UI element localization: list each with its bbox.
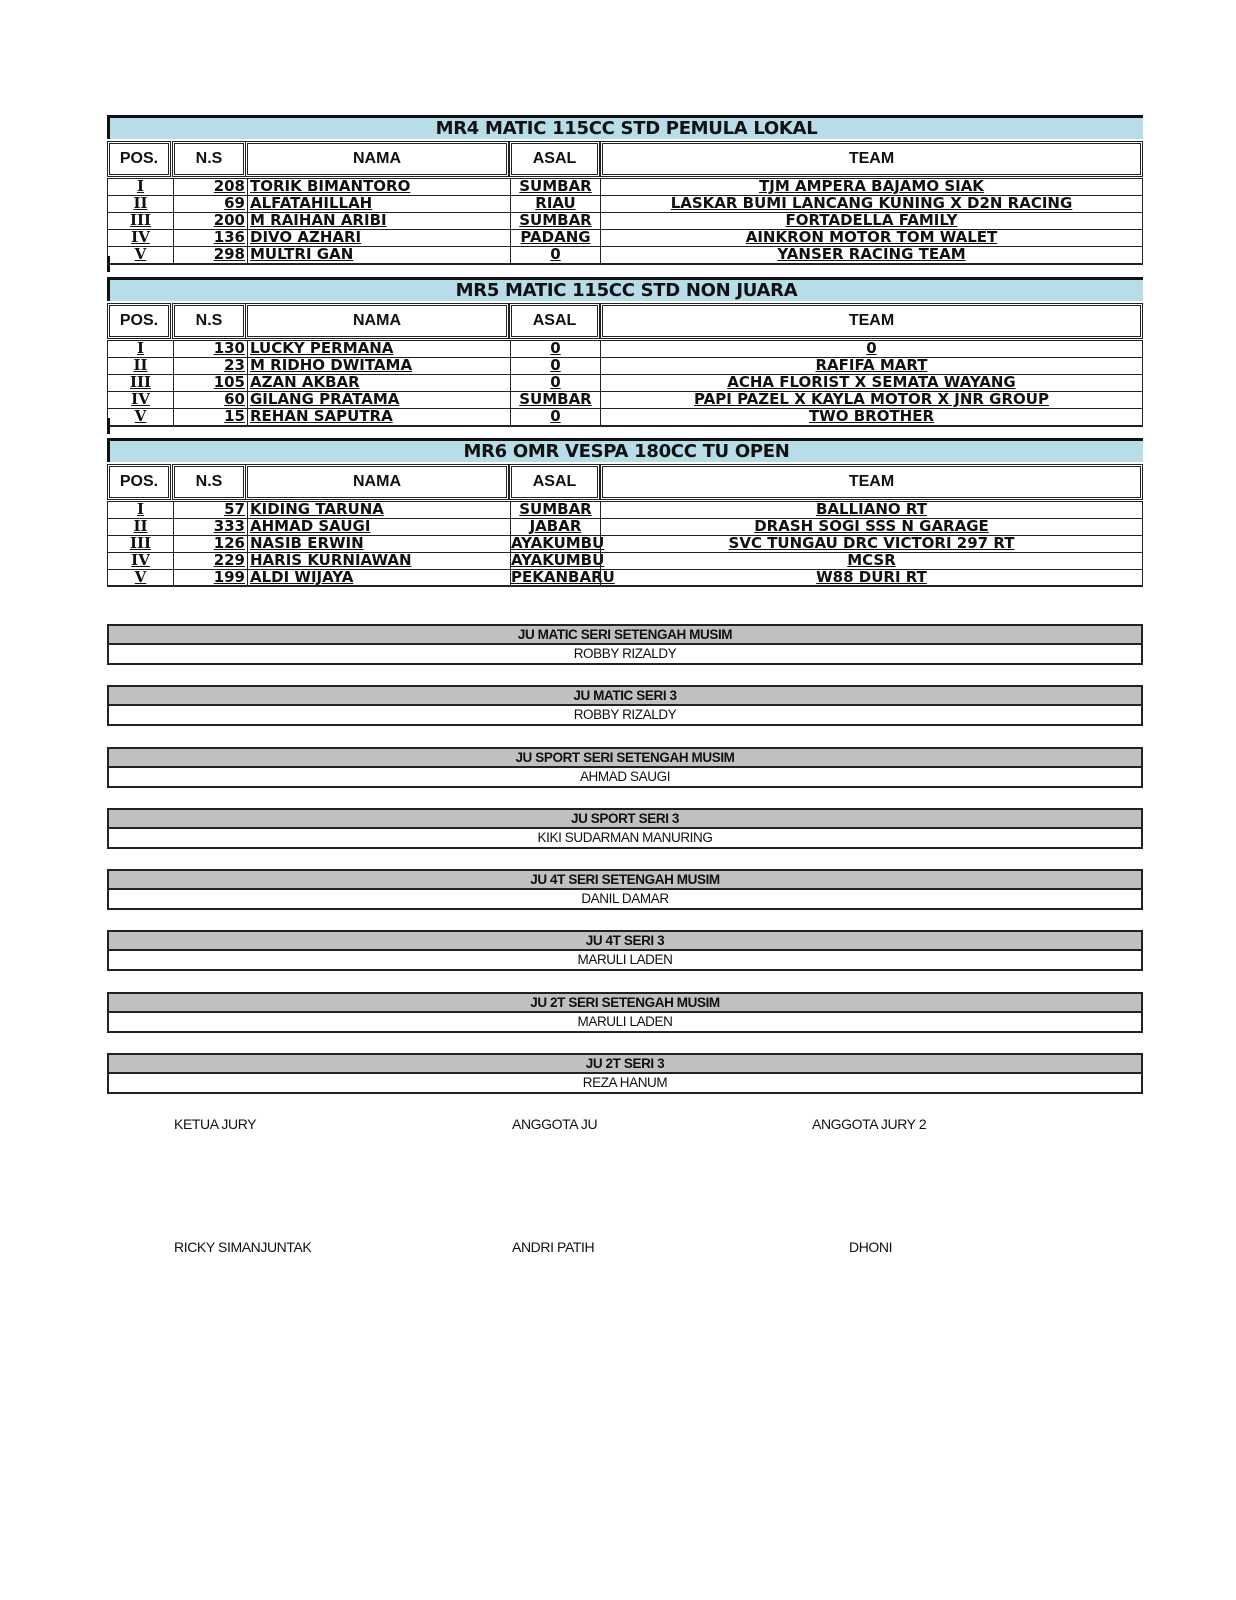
ns-cell: 298 bbox=[173, 246, 247, 263]
pos-cell: I bbox=[107, 340, 173, 357]
team-cell: RAFIFA MART bbox=[600, 357, 1143, 374]
col-nama-header: NAMA bbox=[245, 141, 509, 177]
nama-cell: ALDI WIJAYA bbox=[247, 569, 510, 586]
col-ns-header: N.S bbox=[172, 464, 246, 500]
table-row bbox=[107, 569, 1143, 586]
table-header bbox=[107, 141, 1143, 177]
asal-cell: SUMBAR bbox=[510, 178, 600, 195]
col-nama-header: NAMA bbox=[245, 303, 509, 339]
signature-name-anggota-1: ANDRI PATIH bbox=[512, 1239, 595, 1255]
champion-box bbox=[107, 685, 1143, 726]
team-cell: TWO BROTHER bbox=[600, 408, 1143, 425]
table-header bbox=[107, 464, 1143, 500]
pos-cell: III bbox=[107, 374, 173, 391]
pos-cell: V bbox=[107, 569, 173, 586]
table-row bbox=[107, 178, 1143, 195]
table-header bbox=[107, 303, 1143, 339]
table-row bbox=[107, 552, 1143, 569]
ns-cell: 15 bbox=[173, 408, 247, 425]
champion-name: REZA HANUM bbox=[582, 1075, 668, 1090]
pos-cell: IV bbox=[107, 229, 173, 246]
ns-cell: 229 bbox=[173, 552, 247, 569]
champion-title: JU 4T SERI 3 bbox=[109, 932, 1141, 951]
ns-cell: 126 bbox=[173, 535, 247, 552]
champion-name: KIKI SUDARMAN MANURING bbox=[537, 830, 713, 845]
asal-cell: 0 bbox=[510, 408, 600, 425]
col-asal-header: ASAL bbox=[509, 464, 600, 500]
champion-box bbox=[107, 930, 1143, 971]
table-row bbox=[107, 212, 1143, 229]
ns-cell: 333 bbox=[173, 518, 247, 535]
team-cell: YANSER RACING TEAM bbox=[600, 246, 1143, 263]
nama-cell: M RIDHO DWITAMA bbox=[247, 357, 510, 374]
team-cell: BALLIANO RT bbox=[600, 501, 1143, 518]
team-cell: LASKAR BUMI LANCANG KUNING X D2N RACING bbox=[600, 195, 1143, 212]
table-row bbox=[107, 518, 1143, 535]
col-team-header: TEAM bbox=[600, 464, 1143, 500]
nama-cell: GILANG PRATAMA bbox=[247, 391, 510, 408]
signature-role-anggota-1: ANGGOTA JU bbox=[512, 1116, 598, 1132]
champion-title: JU 4T SERI SETENGAH MUSIM bbox=[109, 871, 1141, 890]
team-cell: AINKRON MOTOR TOM WALET bbox=[600, 229, 1143, 246]
champion-name: MARULI LADEN bbox=[577, 1014, 673, 1029]
ns-cell: 136 bbox=[173, 229, 247, 246]
col-asal-header: ASAL bbox=[509, 141, 600, 177]
team-cell: 0 bbox=[600, 340, 1143, 357]
nama-cell: NASIB ERWIN bbox=[247, 535, 510, 552]
ns-cell: 199 bbox=[173, 569, 247, 586]
champion-box bbox=[107, 808, 1143, 849]
pos-cell: IV bbox=[107, 391, 173, 408]
signature-name-anggota-2: DHONI bbox=[849, 1239, 893, 1255]
pos-cell: II bbox=[107, 357, 173, 374]
table-row bbox=[107, 357, 1143, 374]
ns-cell: 69 bbox=[173, 195, 247, 212]
ns-cell: 105 bbox=[173, 374, 247, 391]
pos-cell: V bbox=[107, 246, 173, 263]
asal-cell: SUMBAR bbox=[510, 212, 600, 229]
pos-cell: II bbox=[107, 195, 173, 212]
champion-title: JU 2T SERI 3 bbox=[109, 1055, 1141, 1074]
ns-cell: 200 bbox=[173, 212, 247, 229]
signature-role-anggota-2: ANGGOTA JURY 2 bbox=[812, 1116, 927, 1132]
champion-title: JU SPORT SERI 3 bbox=[109, 810, 1141, 829]
nama-cell: LUCKY PERMANA bbox=[247, 340, 510, 357]
row-divider bbox=[107, 585, 1143, 587]
race-title: MR4 MATIC 115CC STD PEMULA LOKAL bbox=[107, 115, 1143, 139]
asal-cell: 0 bbox=[510, 340, 600, 357]
race-title: MR6 OMR VESPA 180CC TU OPEN bbox=[107, 438, 1143, 462]
ns-cell: 130 bbox=[173, 340, 247, 357]
asal-cell: 0 bbox=[510, 374, 600, 391]
table-row bbox=[107, 535, 1143, 552]
champion-box bbox=[107, 747, 1143, 788]
nama-cell: KIDING TARUNA bbox=[247, 501, 510, 518]
pos-cell: III bbox=[107, 535, 173, 552]
ns-cell: 60 bbox=[173, 391, 247, 408]
asal-cell: PADANG bbox=[510, 229, 600, 246]
col-ns-header: N.S bbox=[172, 303, 246, 339]
col-team-header: TEAM bbox=[600, 141, 1143, 177]
col-team-header: TEAM bbox=[600, 303, 1143, 339]
asal-cell: 0 bbox=[510, 357, 600, 374]
col-pos-header: POS. bbox=[107, 464, 171, 500]
team-cell: DRASH SOGI SSS N GARAGE bbox=[600, 518, 1143, 535]
nama-cell: AZAN AKBAR bbox=[247, 374, 510, 391]
table-row bbox=[107, 195, 1143, 212]
champion-box bbox=[107, 1053, 1143, 1094]
race-title: MR5 MATIC 115CC STD NON JUARA bbox=[107, 277, 1143, 301]
pos-cell: II bbox=[107, 518, 173, 535]
champion-name: ROBBY RIZALDY bbox=[573, 646, 677, 661]
nama-cell: ALFATAHILLAH bbox=[247, 195, 510, 212]
champion-name: AHMAD SAUGI bbox=[579, 769, 671, 784]
ns-cell: 208 bbox=[173, 178, 247, 195]
pos-cell: V bbox=[107, 408, 173, 425]
champion-name: DANIL DAMAR bbox=[581, 891, 669, 906]
table-row bbox=[107, 229, 1143, 246]
signature-role-ketua: KETUA JURY bbox=[174, 1116, 257, 1132]
team-cell: SVC TUNGAU DRC VICTORI 297 RT bbox=[600, 535, 1143, 552]
asal-cell: AYAKUMBU bbox=[511, 534, 605, 552]
champion-title: JU SPORT SERI SETENGAH MUSIM bbox=[109, 749, 1141, 768]
pos-cell: III bbox=[107, 212, 173, 229]
table-row bbox=[107, 374, 1143, 391]
team-cell: PAPI PAZEL X KAYLA MOTOR X JNR GROUP bbox=[600, 391, 1143, 408]
nama-cell: DIVO AZHARI bbox=[247, 229, 510, 246]
asal-cell: AYAKUMBU bbox=[511, 551, 605, 569]
table-row bbox=[107, 501, 1143, 518]
team-cell: ACHA FLORIST X SEMATA WAYANG bbox=[600, 374, 1143, 391]
nama-cell: TORIK BIMANTORO bbox=[247, 178, 510, 195]
signature-name-ketua: RICKY SIMANJUNTAK bbox=[174, 1239, 312, 1255]
champion-name: ROBBY RIZALDY bbox=[573, 707, 677, 722]
pos-cell: I bbox=[107, 178, 173, 195]
nama-cell: MULTRI GAN bbox=[247, 246, 510, 263]
table-row bbox=[107, 391, 1143, 408]
asal-cell: RIAU bbox=[510, 195, 600, 212]
champion-title: JU MATIC SERI SETENGAH MUSIM bbox=[109, 626, 1141, 645]
team-cell: FORTADELLA FAMILY bbox=[600, 212, 1143, 229]
asal-cell: JABAR bbox=[510, 518, 600, 535]
champion-title: JU MATIC SERI 3 bbox=[109, 687, 1141, 706]
nama-cell: M RAIHAN ARIBI bbox=[247, 212, 510, 229]
col-asal-header: ASAL bbox=[509, 303, 600, 339]
section-spacer bbox=[107, 256, 1143, 272]
table-row bbox=[107, 340, 1143, 357]
pos-cell: I bbox=[107, 501, 173, 518]
asal-cell: SUMBAR bbox=[510, 501, 600, 518]
pos-cell: IV bbox=[107, 552, 173, 569]
team-cell: TJM AMPERA BAJAMO SIAK bbox=[600, 178, 1143, 195]
col-pos-header: POS. bbox=[107, 141, 171, 177]
nama-cell: REHAN SAPUTRA bbox=[247, 408, 510, 425]
champion-box bbox=[107, 869, 1143, 910]
champion-box bbox=[107, 624, 1143, 665]
ns-cell: 57 bbox=[173, 501, 247, 518]
col-pos-header: POS. bbox=[107, 303, 171, 339]
champion-name: MARULI LADEN bbox=[577, 952, 673, 967]
section-spacer bbox=[107, 418, 1143, 434]
team-cell: MCSR bbox=[600, 552, 1143, 569]
col-nama-header: NAMA bbox=[245, 464, 509, 500]
nama-cell: AHMAD SAUGI bbox=[247, 518, 510, 535]
champion-box bbox=[107, 992, 1143, 1033]
asal-cell: 0 bbox=[510, 246, 600, 263]
asal-cell: PEKANBARU bbox=[511, 568, 615, 586]
team-cell: W88 DURI RT bbox=[600, 569, 1143, 586]
asal-cell: SUMBAR bbox=[510, 391, 600, 408]
ns-cell: 23 bbox=[173, 357, 247, 374]
champion-title: JU 2T SERI SETENGAH MUSIM bbox=[109, 994, 1141, 1013]
nama-cell: HARIS KURNIAWAN bbox=[247, 552, 510, 569]
col-ns-header: N.S bbox=[172, 141, 246, 177]
